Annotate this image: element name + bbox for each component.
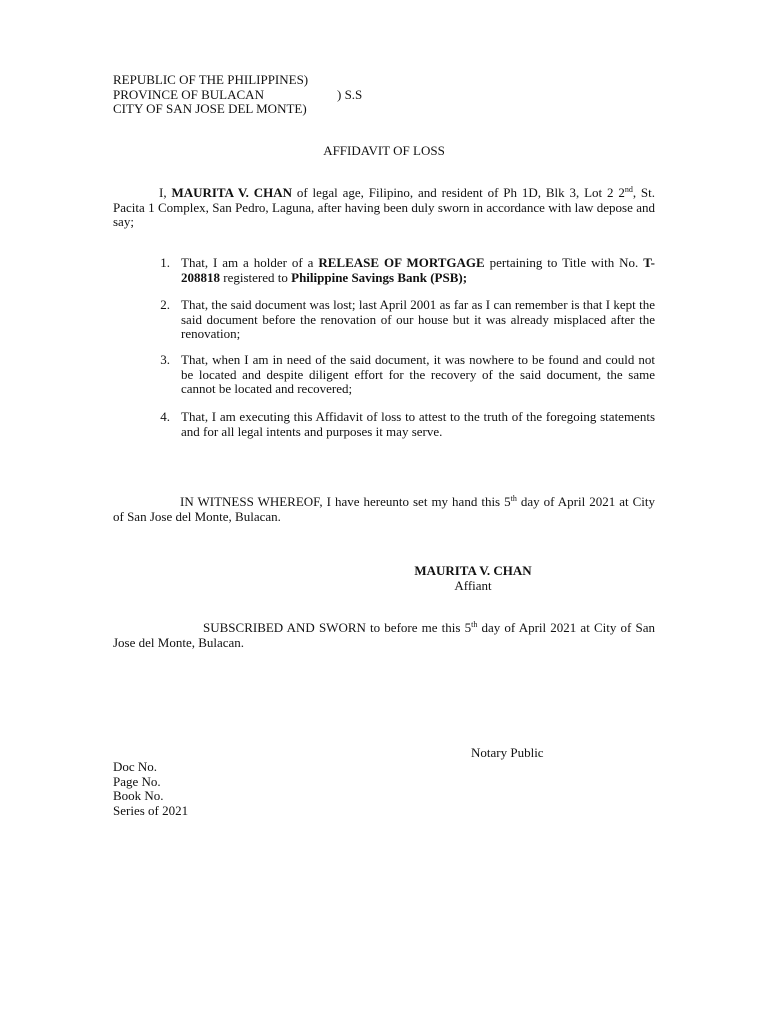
venue-city: CITY OF SAN JOSE DEL MONTE) — [113, 101, 307, 116]
jurat-clause: SUBSCRIBED AND SWORN to before me this 5th day of April 2021 at City of San Jose del Monte, Bulacan. — [113, 620, 655, 650]
venue-republic: REPUBLIC OF THE PHILIPPINES) — [113, 72, 309, 87]
doc-no: Doc No. — [113, 759, 158, 774]
notary-public: Notary Public — [471, 745, 544, 760]
witness-clause: IN WITNESS WHEREOF, I have hereunto set my hand this 5th day of April 2021 at City of San Jose del Monte, Bulacan. — [113, 494, 655, 524]
venue-province-line — [113, 88, 433, 103]
release-of-mortgage: RELEASE OF MORTGAGE — [318, 255, 485, 270]
venue-header — [113, 73, 433, 117]
signatory-role: Affiant — [454, 577, 492, 593]
book-no: Book No. — [113, 788, 164, 803]
venue-ss: ) S.S — [337, 86, 363, 102]
signatory-name: MAURITA V. CHAN — [414, 563, 532, 578]
bank-name: Philippine Savings Bank (PSB); — [291, 269, 468, 285]
list-item-text: That, when I am in need of the said document, it was nowhere to be found and could not be located and despite diligent effort for the recovery of the said document, the same cannot be located and recovered; — [181, 352, 655, 396]
signature-block — [373, 564, 573, 593]
docket-entries — [113, 760, 188, 818]
affiant-name: MAURITA V. CHAN — [171, 185, 292, 200]
venue-province: PROVINCE OF BULACAN — [113, 86, 264, 102]
list-item-number: 1. — [160, 255, 170, 270]
list-item-number: 2. — [160, 297, 170, 312]
list-item-text: That, the said document was lost; last April 2001 as far as I can remember is that I kept the said document before the renovation of our house but it was already misplaced after the renovation; — [181, 297, 655, 341]
page-no: Page No. — [113, 773, 161, 789]
list-item-number: 4. — [160, 409, 170, 424]
intro-paragraph: I, MAURITA V. CHAN of legal age, Filipino, and resident of Ph 1D, Blk 3, Lot 2 2nd, St. Pacita 1 Complex, San Pedro, Laguna, after having been duly sworn in accordance with law depose and say; — [113, 185, 656, 229]
list-item-number: 3. — [160, 352, 170, 367]
list-item-text: That, I am executing this Affidavit of loss to attest to the truth of the foregoing statements and for all legal intents and purposes it may serve. — [181, 409, 655, 439]
list-item-text: That, I am a holder of a RELEASE OF MORTGAGE pertaining to Title with No. T-208818 registered to Philippine Savings Bank (PSB); — [181, 255, 655, 285]
title-number: T-208818 — [181, 255, 655, 285]
series: Series of 2021 — [113, 802, 189, 818]
document-title: AFFIDAVIT OF LOSS — [323, 143, 445, 158]
